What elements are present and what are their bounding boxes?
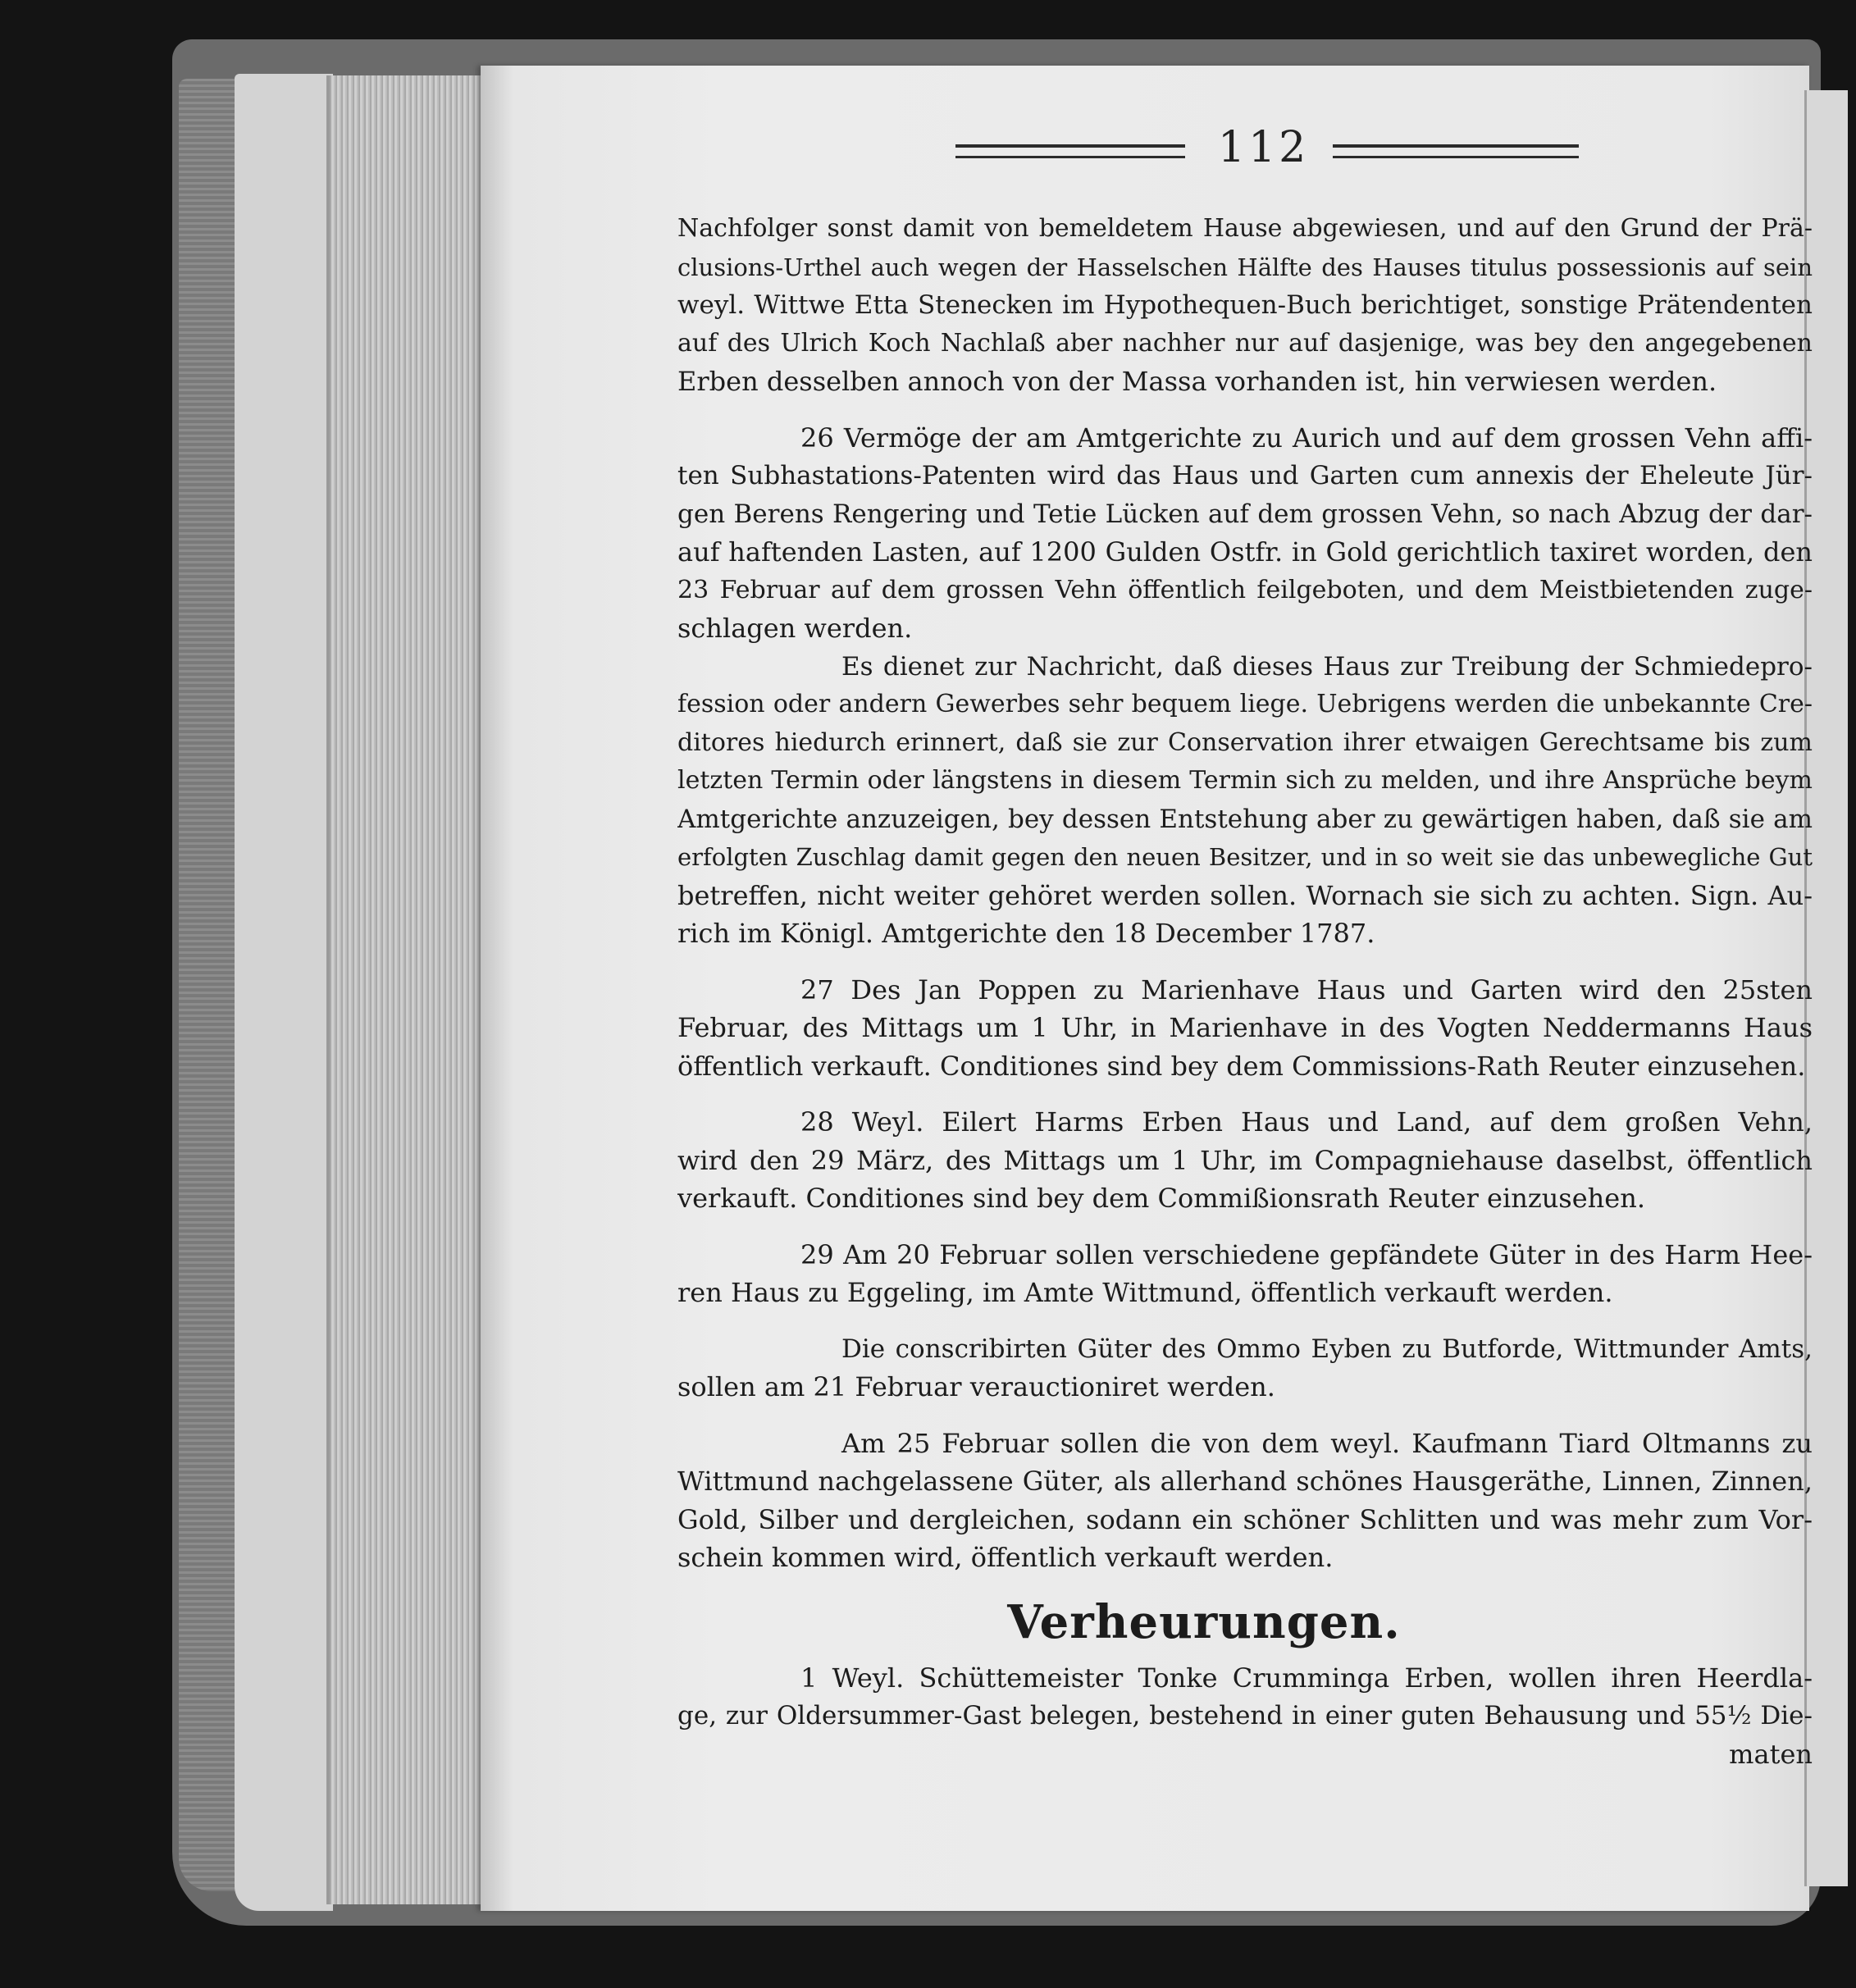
text-line: rich im Königl. Amtgerichte den 18 December 1787.: [677, 918, 1375, 949]
paragraph-continuation: [677, 210, 1813, 401]
text-line: Am 25 Februar sollen die von dem weyl. Kaufmann Tiard Oltmanns zu: [841, 1427, 1813, 1459]
text-line: sollen am 21 Februar verauctioniret werden.: [677, 1371, 1275, 1402]
text-line: Erben desselben annoch von der Massa vorhanden ist, hin verwiesen werden.: [677, 366, 1717, 397]
text-line: clusions-Urthel auch wegen der Hasselschen Hälfte des Hauses titulus possessionis auf sein: [677, 253, 1813, 281]
text-line: ge, zur Oldersummer-Gast belegen, bestehend in einer guten Behausung und 55½ Die-: [677, 1701, 1813, 1730]
text-line: 27 Des Jan Poppen zu Marienhave Haus und Garten wird den 25sten: [800, 973, 1813, 1005]
text-line: 1 Weyl. Schüttemeister Tonke Crumminga Erben, wollen ihren Heerdla-: [800, 1662, 1813, 1694]
spacer: [677, 1407, 1813, 1425]
spacer: [677, 1577, 1813, 1585]
rental-1: [677, 1659, 1813, 1769]
text-line: verkauft. Conditiones sind bey dem Commißionsrath Reuter einzusehen.: [677, 1183, 1645, 1214]
page-block-edge: [326, 75, 494, 1904]
text-line: Februar, des Mittags um 1 Uhr, in Marienhave in des Vogten Neddermanns Haus: [677, 1012, 1813, 1043]
notice-29: [677, 1236, 1813, 1312]
text-line: betreffen, nicht weiter gehöret werden sollen. Wornach sie sich zu achten. Sign. Au-: [677, 879, 1813, 911]
text-line: wird den 29 März, des Mittags um 1 Uhr, im Compagniehause daselbst, öffentlich: [677, 1144, 1813, 1176]
section-heading: Verheurungen.: [1007, 1594, 1401, 1649]
header-rule-right: [1333, 144, 1579, 158]
text-line: 29 Am 20 Februar sollen verschiedene gepfändete Güter in des Harm Hee-: [800, 1238, 1813, 1270]
text-line: ren Haus zu Eggeling, im Amte Wittmund, öffentlich verkauft werden.: [677, 1277, 1613, 1308]
page-number: 112: [1218, 123, 1310, 172]
spacer: [677, 1218, 1813, 1236]
text-line: Es dienet zur Nachricht, daß dieses Haus zur Treibung der Schmiedepro-: [841, 651, 1813, 682]
page-header: [955, 123, 1612, 172]
notice-butforde: [677, 1330, 1813, 1407]
text-line: ditores hiedurch erinnert, daß sie zur Conservation ihrer etwaigen Gerechtsame bis zum: [677, 727, 1813, 757]
text-line: letzten Termin oder längstens in diesem Termin sich zu melden, und ihre Ansprüche beym: [677, 766, 1813, 795]
flyleaf: [235, 74, 333, 1911]
text-line: schlagen werden.: [677, 613, 913, 644]
notice-wittmund: [677, 1425, 1813, 1577]
notice-27: [677, 971, 1813, 1086]
text-line: auf des Ulrich Koch Nachlaß aber nachher nur auf dasjenige, was bey den angegebenen: [677, 328, 1813, 358]
text-line: weyl. Wittwe Etta Stenecken im Hypothequen-Buch berichtiget, sonstige Prätendenten: [677, 290, 1813, 320]
spacer: [677, 1312, 1813, 1330]
text-line: 28 Weyl. Eilert Harms Erben Haus und Land, auf dem großen Vehn,: [800, 1106, 1813, 1138]
notice-28: [677, 1103, 1813, 1218]
text-line: Amtgerichte anzuzeigen, bey dessen Entstehung aber zu gewärtigen haben, daß sie am: [677, 804, 1813, 834]
text-line: fession oder andern Gewerbes sehr bequem liege. Uebrigens werden die unbekannte Cre-: [677, 690, 1813, 718]
text-line: gen Berens Rengering und Tetie Lücken auf dem grossen Vehn, so nach Abzug der dar-: [677, 499, 1813, 529]
text-line: öffentlich verkauft. Conditiones sind bey dem Commissions-Rath Reuter einzusehen.: [677, 1050, 1806, 1082]
text-line: Gold, Silber und dergleichen, sodann ein schöner Schlitten und was mehr zum Vor-: [677, 1503, 1813, 1535]
spacer: [677, 953, 1813, 971]
header-rule-left: [955, 144, 1185, 158]
text-line: ten Subhastations-Patenten wird das Haus und Garten cum annexis der Eheleute Jür-: [677, 461, 1813, 490]
text-line: Die conscribirten Güter des Ommo Eyben zu Butforde, Wittmunder Amts,: [841, 1334, 1813, 1364]
spacer: [677, 1085, 1813, 1103]
text-line: 23 Februar auf dem grossen Vehn öffentlich feilgeboten, und dem Meistbietenden zuge-: [677, 575, 1813, 604]
text-line: erfolgten Zuschlag damit gegen den neuen Besitzer, und in so weit sie das unbewegliche Gut: [677, 843, 1813, 871]
text-line: auf haftenden Lasten, auf 1200 Gulden Ostfr. in Gold gerichtlich taxiret worden, den: [677, 536, 1813, 568]
text-line: 26 Vermöge der am Amtgerichte zu Aurich und auf dem grossen Vehn affi-: [800, 422, 1813, 454]
notice-26: [677, 419, 1813, 648]
catchword: maten: [1729, 1738, 1813, 1768]
text-line: schein kommen wird, öffentlich verkauft werden.: [677, 1542, 1334, 1573]
text-line: Wittmund nachgelassene Güter, als allerhand schönes Hausgeräthe, Linnen, Zinnen,: [677, 1466, 1813, 1497]
text-line: Nachfolger sonst damit von bemeldetem Hause abgewiesen, und auf den Grund der Prä-: [677, 214, 1813, 243]
notice-26-note: [677, 648, 1813, 953]
page-text: [677, 210, 1813, 1768]
spacer: [677, 401, 1813, 419]
